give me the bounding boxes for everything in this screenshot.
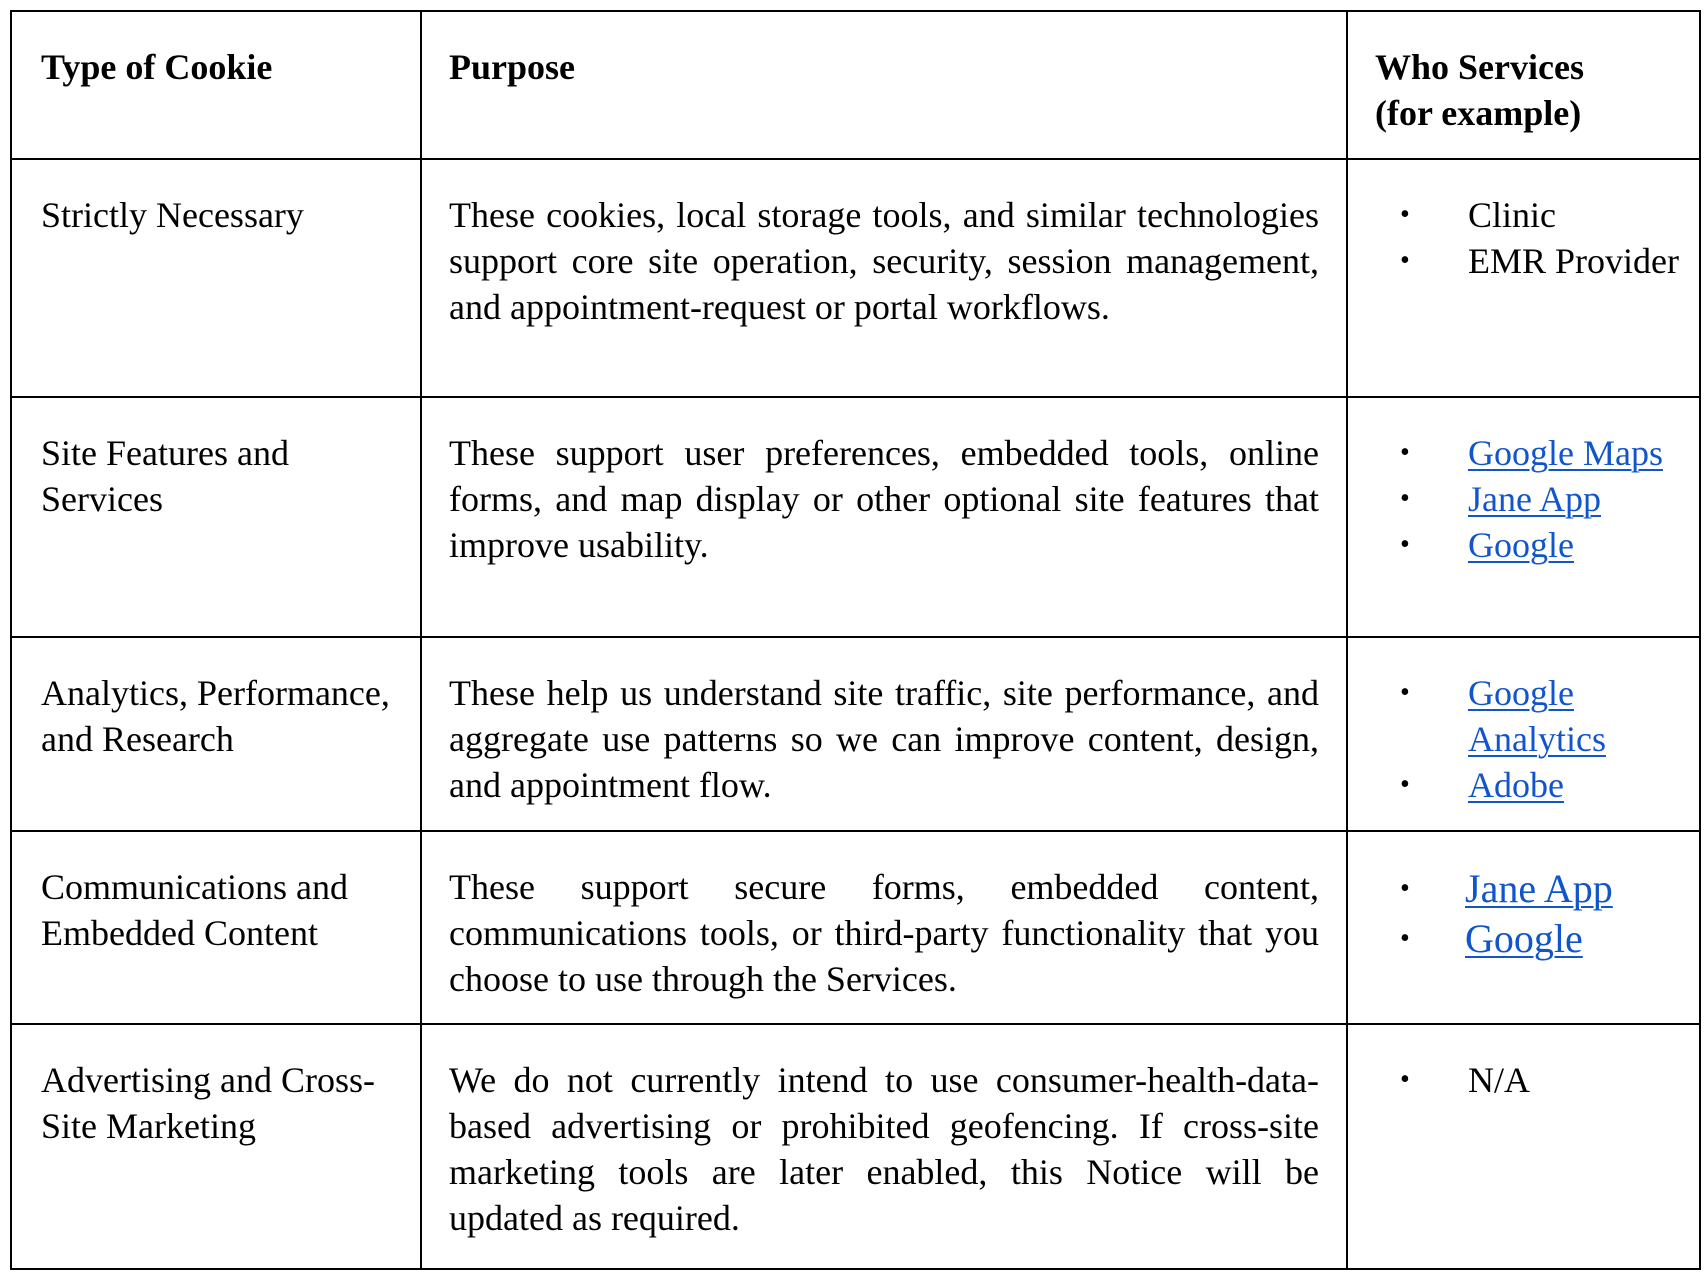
services-list [1375,1057,1689,1103]
purpose-text: These support user preferences, embedded tools, online forms, and map display or other optional site features that improve usability. [449,433,1319,565]
services-cell [1347,831,1700,1024]
header-who-line1: Who Services [1375,47,1584,87]
purpose-text: These help us understand site traffic, site performance, and aggregate use patterns so we can improve content, design, and appointment flow. [449,673,1319,805]
service-label-clinic: Clinic [1468,195,1556,235]
header-type-label: Type of Cookie [41,47,273,87]
cookie-type-label: Advertising and Cross-Site Marketing [41,1060,375,1146]
cookie-type-cell [11,637,421,831]
bullet-icon: • [1400,1064,1410,1095]
link-adobe[interactable]: Adobe [1468,765,1564,805]
purpose-cell [421,1024,1347,1269]
bullet-icon: • [1400,437,1410,468]
list-item [1375,430,1689,476]
services-list [1375,864,1689,964]
link-jane-app[interactable]: Jane App [1465,866,1613,911]
list-item [1375,522,1689,568]
purpose-text: These cookies, local storage tools, and similar technologies support core site operation, security, session management, and appointment-request or portal workflows. [449,195,1319,327]
table-row [11,1024,1700,1269]
purpose-text: We do not currently intend to use consumer-health-data-based advertising or prohibited geofencing. If cross-site marketing tools are later enabled, this Notice will be updated as required. [449,1060,1319,1238]
cookie-type-cell [11,397,421,637]
link-google-maps[interactable]: Google Maps [1468,433,1663,473]
services-list [1375,670,1689,808]
service-label-emr-provider: EMR Provider [1468,241,1679,281]
bullet-icon: • [1400,199,1410,230]
services-list [1375,430,1689,568]
list-item [1375,476,1689,522]
list-item [1375,192,1689,238]
services-cell [1347,397,1700,637]
bullet-icon: • [1400,245,1410,276]
cookie-type-label: Site Features and Services [41,433,289,519]
list-item [1375,670,1689,762]
cookie-type-cell [11,159,421,397]
cookie-type-cell [11,1024,421,1269]
header-purpose [421,11,1347,159]
table-row [11,397,1700,637]
link-google[interactable]: Google [1465,916,1583,961]
header-who-line2: (for example) [1375,93,1582,133]
services-cell [1347,637,1700,831]
bullet-icon: • [1400,923,1410,954]
purpose-cell [421,637,1347,831]
services-cell [1347,159,1700,397]
link-google[interactable]: Google [1468,525,1574,565]
list-item [1375,914,1689,964]
cookie-type-label: Analytics, Performance, and Research [41,673,390,759]
cookie-table [10,10,1701,1270]
cookie-type-cell [11,831,421,1024]
header-purpose-label: Purpose [449,47,575,87]
purpose-cell [421,831,1347,1024]
purpose-text: These support secure forms, embedded content, communications tools, or third-party functionality that you choose to use through the Services. [449,867,1319,999]
service-label-na: N/A [1468,1060,1530,1100]
list-item [1375,864,1689,914]
header-row [11,11,1700,159]
list-item [1375,1057,1689,1103]
list-item [1375,238,1689,284]
list-item [1375,762,1689,808]
cookie-type-label: Communications and Embedded Content [41,867,348,953]
services-list [1375,192,1689,284]
bullet-icon: • [1400,529,1410,560]
bullet-icon: • [1400,677,1410,708]
bullet-icon: • [1400,769,1410,800]
services-cell [1347,1024,1700,1269]
purpose-cell [421,159,1347,397]
purpose-cell [421,397,1347,637]
table-row [11,637,1700,831]
link-jane-app[interactable]: Jane App [1468,479,1601,519]
table-row [11,159,1700,397]
bullet-icon: • [1400,873,1410,904]
bullet-icon: • [1400,483,1410,514]
header-type-of-cookie [11,11,421,159]
header-who-services [1347,11,1700,159]
link-google-analytics[interactable]: Google Analytics [1468,673,1606,759]
table-row [11,831,1700,1024]
cookie-type-label: Strictly Necessary [41,195,304,235]
